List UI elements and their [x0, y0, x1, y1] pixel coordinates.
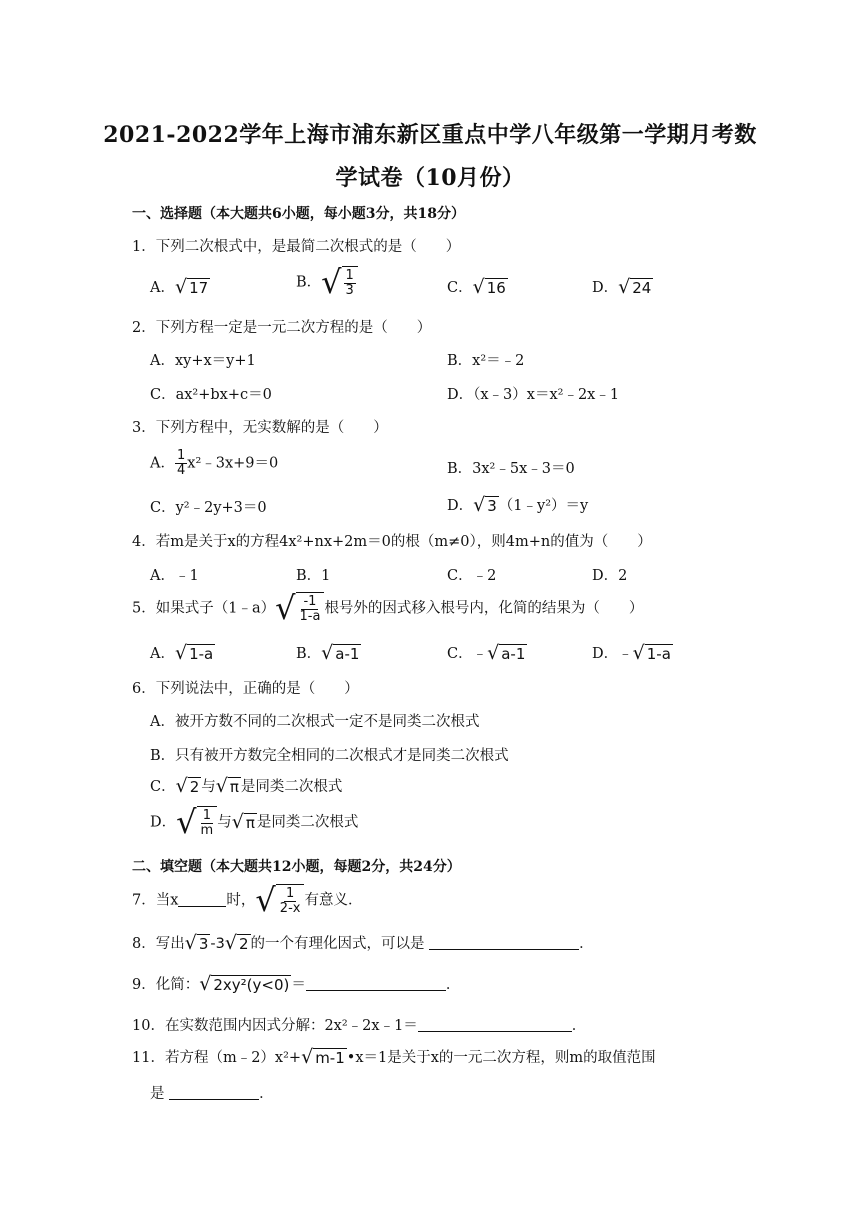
question-7: 7．当x 时， √ $\frac{1}{2-x}$ 有意义． [132, 881, 363, 919]
q3-option-c: C．y²﹣2y+3＝0 [150, 500, 267, 516]
q6-option-a: A．被开方数不同的二次根式一定不是同类二次根式 [150, 714, 480, 730]
q2-option-a: A．xy+x＝y+1 [150, 353, 256, 369]
section-heading-choice: 一、选择题（本大题共6小题，每小题3分，共18分） [132, 206, 465, 222]
question-2: 2．下列方程一定是一元二次方程的是（ ） [132, 320, 432, 336]
question-10: 10．在实数范围内因式分解：2x²﹣2x﹣1＝ ． [132, 1018, 587, 1034]
question-6: 6．下列说法中，正确的是（ ） [132, 681, 359, 697]
answer-blank[interactable] [418, 1017, 572, 1032]
q2-option-b: B．x²＝﹣2 [447, 353, 525, 369]
q2-option-c: C．ax²+bx+c＝0 [150, 387, 272, 403]
section-heading-fill: 二、填空题（本大题共12小题，每题2分，共24分） [132, 859, 461, 875]
question-11-line-2: 是 ． [150, 1086, 274, 1102]
q6-option-b: B．只有被开方数完全相同的二次根式才是同类二次根式 [150, 748, 509, 764]
q3-option-b: B．3x²﹣5x﹣3＝0 [447, 461, 575, 477]
q5-option-b: B． √ a-1 [296, 642, 360, 664]
answer-blank[interactable] [429, 935, 579, 950]
q1-option-c: C． √ 16 [447, 276, 506, 298]
question-9: 9．化简： √ 2xy²(y<0) ＝ ． [132, 973, 461, 995]
question-5: 5．如果式子（1﹣a） √ $\frac{-1}{1-a}$ 根号外的因式移入根号内，化简的结果为（ ） [132, 589, 644, 627]
q6-option-d: D． √ $\frac{1}{m}$ 与 √ π 是同类二次根式 [150, 803, 359, 841]
q1-option-b: B． √ $\frac{1}{3}$ [296, 266, 358, 299]
title-line-2: 学试卷（10月份） [335, 165, 525, 191]
q4-option-b: B．1 [296, 568, 331, 584]
title-line-1: 2021-2022学年上海市浦东新区重点中学八年级第一学期月考数 [103, 122, 757, 148]
q3-option-d: D． √ 3 （1﹣y²）＝y [447, 494, 589, 516]
q5-option-d: D．﹣ √ 1-a [592, 642, 671, 664]
q4-option-a: A．﹣1 [150, 568, 199, 584]
q3-option-a: A． $\frac{1}{4}$ x²﹣3x+9＝0 [150, 448, 279, 478]
question-3: 3．下列方程中，无实数解的是（ ） [132, 420, 388, 436]
answer-blank[interactable] [169, 1085, 259, 1100]
q6-option-c: C． √ 2 与 √ π 是同类二次根式 [150, 775, 343, 797]
q5-option-a: A． √ 1-a [150, 642, 214, 664]
q2-option-d: D．（x﹣3）x＝x²﹣2x﹣1 [447, 387, 620, 403]
question-4: 4．若m是关于x的方程4x²+nx+2m＝0的根（m≠0），则4m+n的值为（ ） [132, 534, 652, 550]
answer-blank[interactable] [178, 892, 226, 907]
answer-blank[interactable] [306, 976, 446, 991]
question-11: 11．若方程（m﹣2）x²+ √ m-1 •x＝1是关于x的一元二次方程，则m的取值范围 [132, 1046, 656, 1068]
question-1: 1．下列二次根式中，是最简二次根式的是（ ） [132, 239, 461, 255]
q4-option-c: C．﹣2 [447, 568, 497, 584]
q5-option-c: C．﹣ √ a-1 [447, 642, 526, 664]
q1-option-d: D． √ 24 [592, 276, 652, 298]
q1-option-a: A． √ 17 [150, 276, 209, 298]
q4-option-d: D．2 [592, 568, 628, 584]
question-8: 8．写出 √ 3 -3 √ 2 的一个有理化因式，可以是 ． [132, 932, 594, 954]
